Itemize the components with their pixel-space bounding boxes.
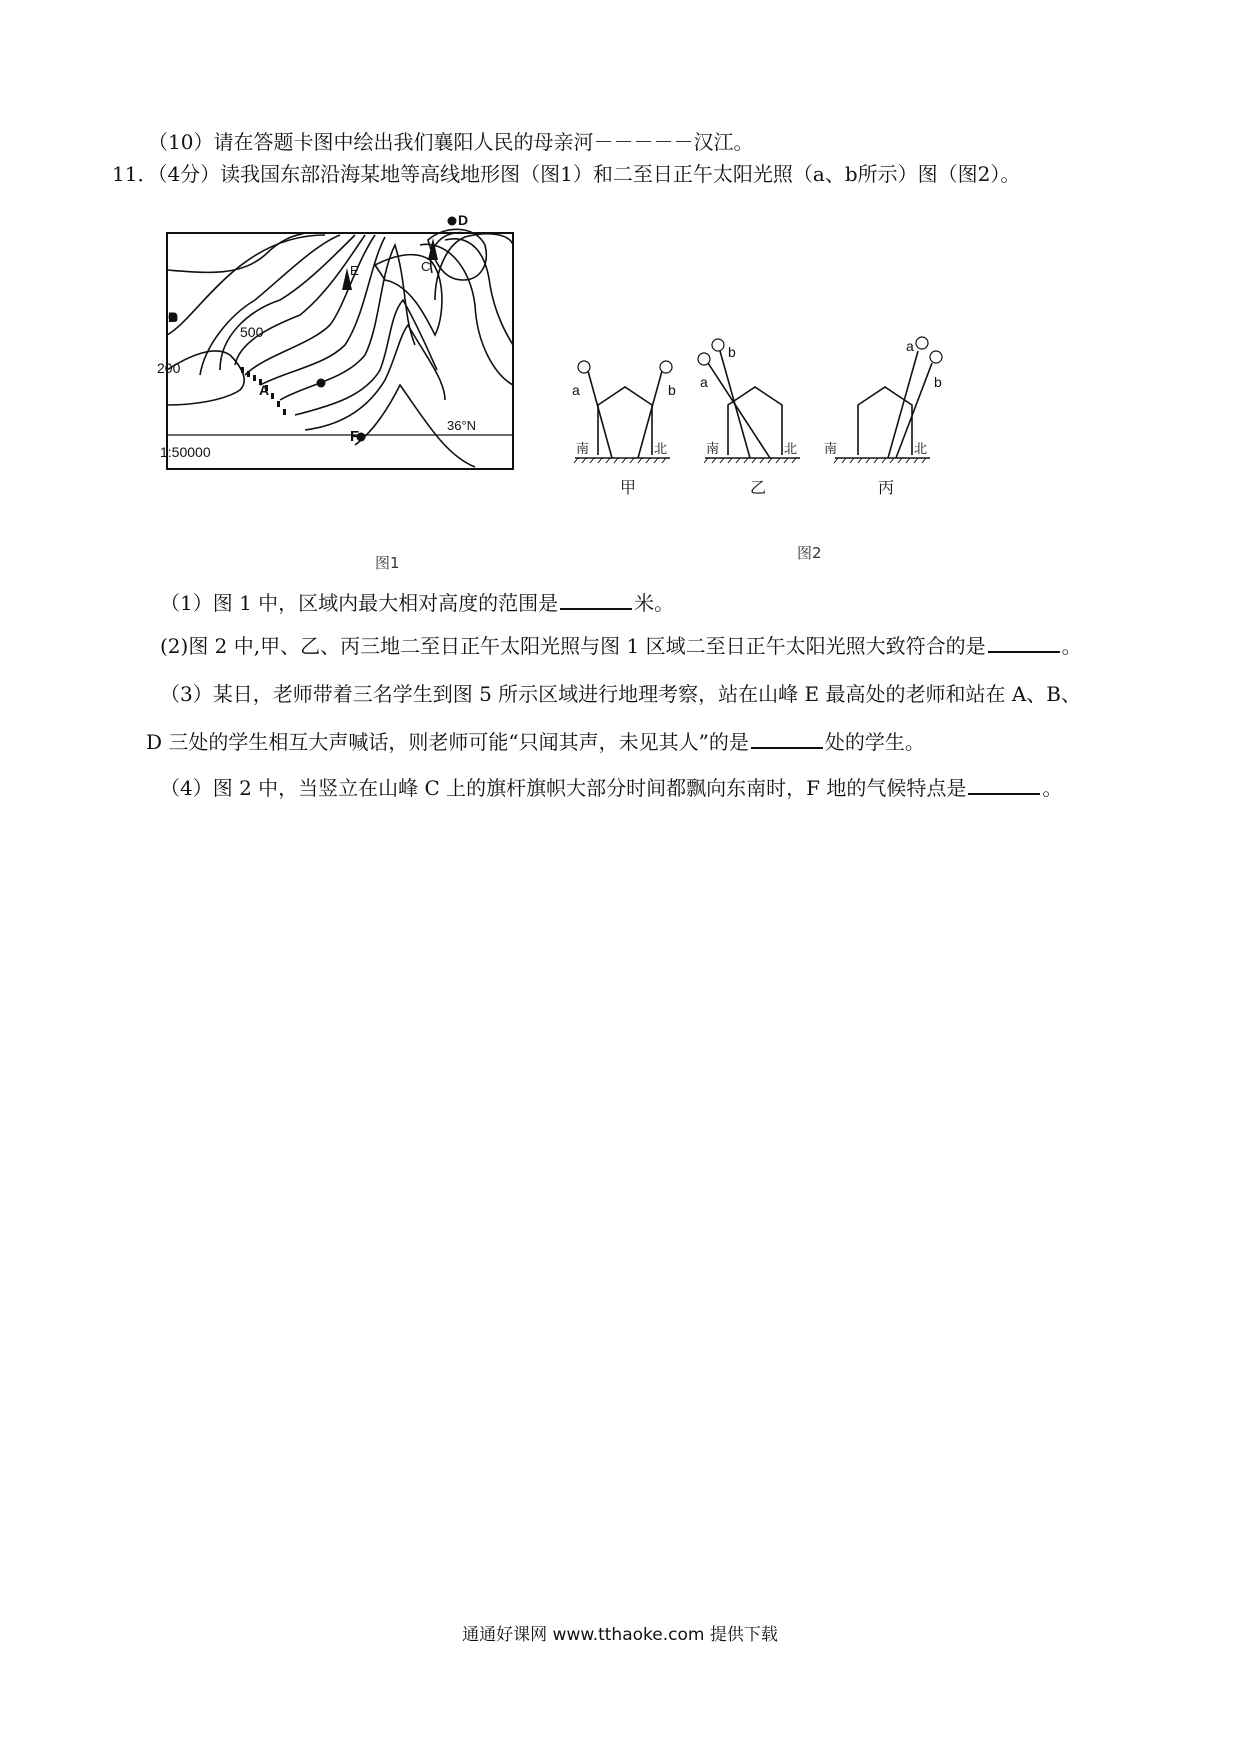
panel-yi — [698, 339, 800, 497]
figure-1-contour-map — [145, 205, 555, 475]
point-d-label: D — [458, 212, 469, 228]
question-11-1 — [160, 588, 674, 617]
answer-blank[interactable] — [968, 773, 1040, 795]
question-11-4-suffix: 。 — [1042, 776, 1063, 800]
point-e-label: E — [350, 263, 359, 278]
panel-bing-ray-a: a — [906, 338, 914, 354]
question-10 — [148, 128, 753, 156]
question-11-3-suffix: 处的学生。 — [824, 730, 925, 754]
panel-jia-ray-a: a — [572, 382, 580, 398]
question-11-3-text-2: D 三处的学生相互大声喊话，则老师可能“只闻其声，未见其人”的是 — [146, 730, 749, 754]
panel-bing-ray-b: b — [934, 374, 942, 390]
point-f-label: F — [350, 428, 360, 445]
figure-2-sunlight-diagram — [570, 338, 1000, 515]
panel-yi-ray-b: b — [728, 344, 736, 360]
panel-yi-name: 乙 — [750, 480, 767, 497]
scale-label: 1:50000 — [160, 444, 211, 460]
panel-jia — [572, 361, 676, 497]
answer-blank[interactable] — [751, 727, 823, 749]
panel-jia-north: 北 — [654, 441, 668, 456]
contour-label-500: 500 — [240, 324, 264, 340]
question-11-1-suffix: 米。 — [634, 591, 675, 615]
panel-yi-north: 北 — [784, 441, 798, 456]
question-11-3-line2 — [146, 727, 925, 756]
question-11-4-text: （4）图 2 中，当竖立在山峰 C 上的旗杆旗帜大部分时间都飘向东南时，F 地的气候特点是 — [160, 776, 967, 800]
question-11-intro — [112, 160, 1020, 188]
point-a-label: A — [259, 382, 270, 398]
question-11-4 — [160, 773, 1062, 802]
latitude-label: 36°N — [447, 418, 477, 433]
point-c-label: C — [421, 259, 431, 274]
question-10-text: （10）请在答题卡图中绘出我们襄阳人民的母亲河－－－－－汉江。 — [148, 130, 754, 154]
question-11-2-text: (2)图 2 中,甲、乙、丙三地二至日正午太阳光照与图 1 区域二至日正午太阳光照大致符合的是 — [160, 634, 986, 658]
panel-jia-name: 甲 — [620, 480, 637, 497]
panel-yi-ray-a: a — [700, 374, 708, 390]
panel-bing-name: 丙 — [878, 480, 895, 497]
figure-2-caption: 图2 — [797, 544, 822, 562]
panel-bing — [824, 337, 942, 497]
panel-jia-south: 南 — [576, 441, 590, 456]
point-b-label: B — [168, 309, 179, 325]
question-11-3-line1 — [160, 680, 1081, 708]
page-footer: 通通好课网 www.tthaoke.com 提供下载 — [462, 1625, 778, 1645]
contour-label-200: 200 — [157, 360, 181, 376]
question-11-intro-text: 11．（4分）读我国东部沿海某地等高线地形图（图1）和二至日正午太阳光照（a、b所示）图（图2）。 — [112, 162, 1021, 186]
question-11-3-text: （3）某日，老师带着三名学生到图 5 所示区域进行地理考察，站在山峰 E 最高处的老师和站在 A、B、 — [160, 682, 1081, 706]
panel-bing-north: 北 — [914, 441, 928, 456]
panel-bing-south: 南 — [824, 441, 838, 456]
figure-1-caption: 图1 — [375, 554, 400, 572]
question-11-2 — [160, 631, 1082, 660]
answer-blank[interactable] — [560, 588, 632, 610]
panel-yi-south: 南 — [706, 441, 720, 456]
question-11-2-suffix: 。 — [1061, 634, 1082, 658]
answer-blank[interactable] — [988, 631, 1060, 653]
question-11-1-text: （1）图 1 中，区域内最大相对高度的范围是 — [160, 591, 559, 615]
panel-jia-ray-b: b — [668, 382, 676, 398]
